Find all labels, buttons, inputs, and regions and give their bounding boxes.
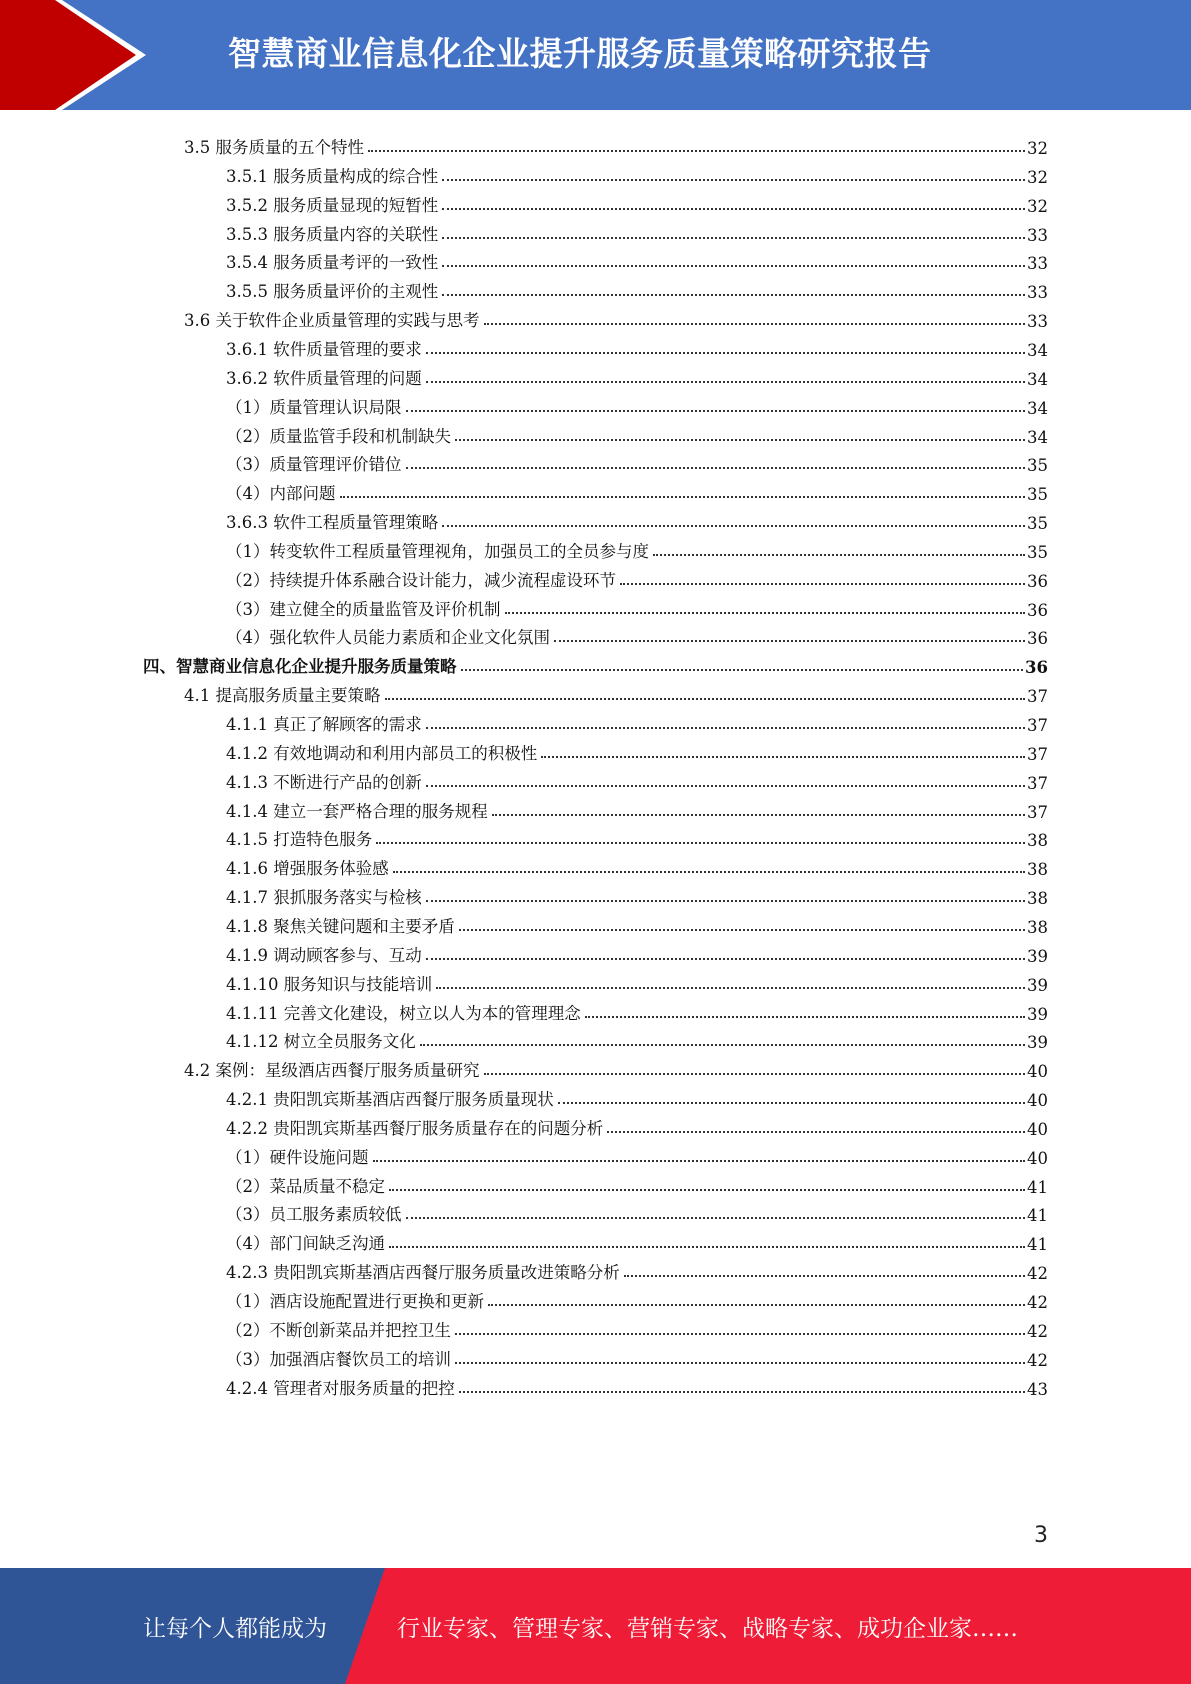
toc-entry[interactable] <box>226 937 1048 966</box>
toc-entry-page: 33 <box>1027 225 1048 245</box>
toc-entry[interactable] <box>226 533 1048 562</box>
toc-entry[interactable] <box>226 216 1048 245</box>
toc-entry[interactable] <box>226 591 1048 620</box>
toc-entry-page: 38 <box>1027 917 1048 937</box>
toc-leader-dots <box>389 1189 1025 1191</box>
toc-entry-page: 33 <box>1027 254 1048 274</box>
toc-entry-page: 32 <box>1027 167 1048 187</box>
toc-leader-dots <box>442 265 1025 267</box>
toc-entry[interactable] <box>226 1341 1048 1370</box>
toc-entry-title: 4.1.6 增强服务体验感 <box>226 859 389 879</box>
toc-leader-dots <box>442 179 1025 181</box>
toc-entry[interactable] <box>226 793 1048 822</box>
toc-entry-page: 39 <box>1027 946 1048 966</box>
toc-entry-title: 3.5.1 服务质量构成的综合性 <box>226 166 439 186</box>
toc-entry-title: 3.6.2 软件质量管理的问题 <box>226 368 422 388</box>
toc-leader-dots <box>426 381 1025 383</box>
toc-entry-page: 37 <box>1027 716 1048 735</box>
toc-entry-title: 4.2 案例：星级酒店西餐厅服务质量研究 <box>184 1061 480 1081</box>
toc-entry-page: 35 <box>1027 485 1048 505</box>
toc-entry[interactable] <box>226 158 1048 187</box>
toc-leader-dots <box>492 814 1025 816</box>
toc-entry-page: 41 <box>1027 1177 1048 1197</box>
toc-entry-title: （4）内部问题 <box>226 484 336 504</box>
toc-leader-dots <box>406 410 1026 412</box>
toc-entry-page: 32 <box>1027 139 1048 158</box>
toc-entry-title: 4.1.11 完善文化建设，树立以人为本的管理理念 <box>226 1003 581 1023</box>
toc-entry-page: 37 <box>1027 687 1048 707</box>
toc-leader-dots <box>426 785 1025 787</box>
toc-entry-title: 4.1 提高服务质量主要策略 <box>184 686 381 706</box>
toc-entry-title: 3.6 关于软件企业质量管理的实践与思考 <box>184 311 480 331</box>
toc-leader-dots <box>488 1304 1025 1306</box>
toc-entry[interactable] <box>226 908 1048 937</box>
toc-entry-title: （1）硬件设施问题 <box>226 1147 369 1167</box>
toc-entry-page: 34 <box>1027 369 1048 389</box>
toc-leader-dots <box>373 1160 1026 1162</box>
toc-entry-page: 40 <box>1027 1119 1048 1139</box>
toc-entry-title: 4.2.1 贵阳凯宾斯基酒店西餐厅服务质量现状 <box>226 1090 554 1110</box>
page-footer <box>0 1568 1191 1684</box>
toc-leader-dots <box>436 987 1025 989</box>
toc-leader-dots <box>442 525 1025 527</box>
toc-leader-dots <box>442 237 1025 239</box>
toc-entry-title: （4）强化软件人员能力素质和企业文化氛围 <box>226 628 550 648</box>
toc-leader-dots <box>541 756 1025 758</box>
toc-entry-title: 4.2.2 贵阳凯宾斯基西餐厅服务质量存在的问题分析 <box>226 1118 604 1138</box>
toc-entry-title: 四、智慧商业信息化企业提升服务质量策略 <box>143 657 457 677</box>
toc-entry-page: 35 <box>1027 456 1048 476</box>
toc-entry-page: 35 <box>1027 542 1048 562</box>
toc-entry-title: 4.1.12 树立全员服务文化 <box>226 1032 416 1052</box>
page-number: 3 <box>1034 1523 1048 1548</box>
toc-entry-page: 42 <box>1027 1350 1048 1370</box>
toc-entry-title: 3.5.4 服务质量考评的一致性 <box>226 253 439 273</box>
toc-entry[interactable] <box>226 821 1048 850</box>
toc-entry-page: 33 <box>1027 312 1048 332</box>
toc-entry-page: 43 <box>1027 1379 1048 1399</box>
toc-entry[interactable] <box>226 879 1048 908</box>
toc-entry-title: （3）加强酒店餐饮员工的培训 <box>226 1349 451 1369</box>
toc-entry-page: 39 <box>1027 975 1048 995</box>
toc-entry-page: 41 <box>1027 1206 1048 1226</box>
toc-leader-dots <box>455 439 1025 441</box>
toc-entry-page: 37 <box>1027 773 1048 793</box>
toc-entry[interactable] <box>226 764 1048 793</box>
toc-entry[interactable] <box>226 1370 1048 1399</box>
toc-entry[interactable] <box>226 1139 1048 1168</box>
toc-entry-page: 36 <box>1025 658 1048 678</box>
toc-leader-dots <box>426 727 1025 729</box>
toc-entry-page: 36 <box>1027 629 1048 649</box>
toc-entry-page: 36 <box>1027 571 1048 591</box>
toc-entry-page: 42 <box>1027 1293 1048 1312</box>
toc-leader-dots <box>376 842 1025 844</box>
toc-entry[interactable] <box>226 1023 1048 1052</box>
toc-entry-page: 37 <box>1027 744 1048 764</box>
toc-leader-dots <box>442 294 1025 296</box>
toc-entry[interactable] <box>226 418 1048 447</box>
toc-entry-title: （2）质量监管手段和机制缺失 <box>226 426 451 446</box>
toc-entry[interactable] <box>226 187 1048 216</box>
toc-entry-title: 3.6.1 软件质量管理的要求 <box>226 339 422 359</box>
toc-entry-title: 4.1.5 打造特色服务 <box>226 830 373 850</box>
toc-leader-dots <box>406 1217 1026 1219</box>
toc-entry-title: （3）质量管理评价错位 <box>226 455 402 475</box>
toc-leader-dots <box>484 1073 1026 1075</box>
document-title: 智慧商业信息化企业提升服务质量策略研究报告 <box>228 34 932 73</box>
toc-entry-title: （2）持续提升体系融合设计能力，减少流程虚设环节 <box>226 570 616 590</box>
toc-entry-page: 38 <box>1027 831 1048 851</box>
toc-leader-dots <box>459 1391 1025 1393</box>
toc-leader-dots <box>455 1362 1025 1364</box>
toc-entry-page: 35 <box>1027 514 1048 534</box>
toc-entry[interactable] <box>226 446 1048 475</box>
toc-entry[interactable] <box>226 1081 1048 1110</box>
toc-leader-dots <box>585 1016 1025 1018</box>
toc-leader-dots <box>455 1333 1025 1335</box>
toc-entry-title: （3）员工服务素质较低 <box>226 1205 402 1225</box>
toc-entry[interactable] <box>226 1254 1048 1283</box>
toc-entry-title: （1）转变软件工程质量管理视角，加强员工的全员参与度 <box>226 541 649 561</box>
toc-leader-dots <box>653 554 1025 556</box>
toc-entry-page: 38 <box>1027 889 1048 909</box>
toc-leader-dots <box>385 698 1026 700</box>
toc-entry-title: 4.1.9 调动顾客参与、互动 <box>226 945 422 965</box>
toc-entry[interactable] <box>226 1110 1048 1139</box>
toc-entry-title: （1）酒店设施配置进行更换和更新 <box>226 1292 484 1311</box>
toc-entry-title: 3.5.2 服务质量显现的短暂性 <box>226 195 439 215</box>
toc-entry[interactable] <box>226 995 1048 1024</box>
toc-leader-dots <box>389 1246 1025 1248</box>
toc-entry-page: 40 <box>1027 1062 1048 1082</box>
toc-entry-title: 4.2.4 管理者对服务质量的把控 <box>226 1378 455 1398</box>
header-arrow-decoration <box>0 0 160 110</box>
toc-entry-page: 38 <box>1027 860 1048 880</box>
toc-entry-page: 34 <box>1027 398 1048 418</box>
toc-entry[interactable] <box>184 1052 1048 1081</box>
toc-entry-title: 3.5 服务质量的五个特性 <box>184 138 364 157</box>
toc-entry[interactable] <box>226 389 1048 418</box>
toc-entry-title: 4.1.1 真正了解顾客的需求 <box>226 715 422 734</box>
toc-entry-title: 3.5.5 服务质量评价的主观性 <box>226 282 439 302</box>
toc-entry-title: （2）菜品质量不稳定 <box>226 1176 385 1196</box>
toc-entry[interactable] <box>226 1312 1048 1341</box>
toc-entry-page: 42 <box>1027 1264 1048 1284</box>
toc-entry[interactable] <box>226 966 1048 995</box>
toc-entry[interactable] <box>226 735 1048 764</box>
toc-entry-page: 40 <box>1027 1091 1048 1111</box>
toc-entry[interactable] <box>226 1225 1048 1254</box>
toc-entry-page: 32 <box>1027 196 1048 216</box>
toc-entry[interactable] <box>226 273 1048 302</box>
toc-entry[interactable] <box>226 360 1048 389</box>
toc-entry-title: 4.1.3 不断进行产品的创新 <box>226 772 422 792</box>
toc-entry-title: 4.1.4 建立一套严格合理的服务规程 <box>226 801 488 821</box>
toc-entry[interactable] <box>184 677 1048 706</box>
toc-leader-dots <box>554 640 1025 642</box>
toc-entry-page: 41 <box>1027 1235 1048 1255</box>
toc-entry-page: 34 <box>1027 340 1048 360</box>
toc-leader-dots <box>558 1102 1025 1104</box>
toc-leader-dots <box>368 150 1025 152</box>
toc-entry-page: 36 <box>1027 600 1048 620</box>
page-header <box>0 0 1191 110</box>
toc-entry-title: 3.5.3 服务质量内容的关联性 <box>226 224 439 244</box>
footer-slogan-left: 让每个人都能成为 <box>143 1616 327 1642</box>
toc-entry-page: 40 <box>1027 1148 1048 1168</box>
toc-entry[interactable] <box>226 619 1048 648</box>
toc-entry[interactable] <box>226 1196 1048 1225</box>
footer-slogan-right: 行业专家、管理专家、营销专家、战略专家、成功企业家…… <box>397 1616 1018 1642</box>
toc-entry-page: 42 <box>1027 1321 1048 1341</box>
toc-entry-title: 4.1.7 狠抓服务落实与检核 <box>226 888 422 908</box>
toc-leader-dots <box>620 583 1025 585</box>
toc-entry-title: 4.1.10 服务知识与技能培训 <box>226 974 433 994</box>
toc-leader-dots <box>442 208 1025 210</box>
toc-entry[interactable] <box>226 562 1048 591</box>
toc-leader-dots <box>461 669 1024 671</box>
toc-leader-dots <box>459 929 1025 931</box>
toc-leader-dots <box>624 1275 1025 1277</box>
toc-entry-page: 37 <box>1027 802 1048 822</box>
toc-leader-dots <box>426 900 1025 902</box>
toc-leader-dots <box>393 871 1025 873</box>
toc-entry[interactable] <box>226 475 1048 504</box>
toc-leader-dots <box>426 958 1025 960</box>
toc-entry[interactable] <box>226 1283 1048 1312</box>
toc-leader-dots <box>505 612 1026 614</box>
toc-entry[interactable] <box>143 648 1048 677</box>
toc-leader-dots <box>340 496 1026 498</box>
toc-entry-title: （2）不断创新菜品并把控卫生 <box>226 1320 451 1340</box>
toc-leader-dots <box>426 352 1025 354</box>
toc-entry[interactable] <box>226 331 1048 360</box>
toc-entry-page: 34 <box>1027 427 1048 447</box>
toc-entry[interactable] <box>226 244 1048 273</box>
toc-entry-title: 4.1.2 有效地调动和利用内部员工的积极性 <box>226 743 538 763</box>
toc-leader-dots <box>607 1131 1025 1133</box>
toc-entry[interactable] <box>184 129 1048 158</box>
toc-entry-title: 3.6.3 软件工程质量管理策略 <box>226 513 439 533</box>
toc-entry-page: 39 <box>1027 1004 1048 1024</box>
toc-entry[interactable] <box>226 1168 1048 1197</box>
toc-entry-title: 4.2.3 贵阳凯宾斯基酒店西餐厅服务质量改进策略分析 <box>226 1263 620 1283</box>
toc-leader-dots <box>406 467 1026 469</box>
toc-entry-page: 33 <box>1027 283 1048 303</box>
toc-entry[interactable] <box>226 706 1048 735</box>
toc-entry-page: 39 <box>1027 1033 1048 1053</box>
toc-entry[interactable] <box>184 302 1048 331</box>
toc-entry[interactable] <box>226 504 1048 533</box>
toc-entry-title: （3）建立健全的质量监管及评价机制 <box>226 599 501 619</box>
toc-entry-title: 4.1.8 聚焦关键问题和主要矛盾 <box>226 916 455 936</box>
toc-entry[interactable] <box>226 850 1048 879</box>
toc-leader-dots <box>420 1044 1025 1046</box>
toc-entry-title: （1）质量管理认识局限 <box>226 397 402 417</box>
toc-entry-title: （4）部门间缺乏沟通 <box>226 1234 385 1254</box>
toc-leader-dots <box>484 323 1026 325</box>
